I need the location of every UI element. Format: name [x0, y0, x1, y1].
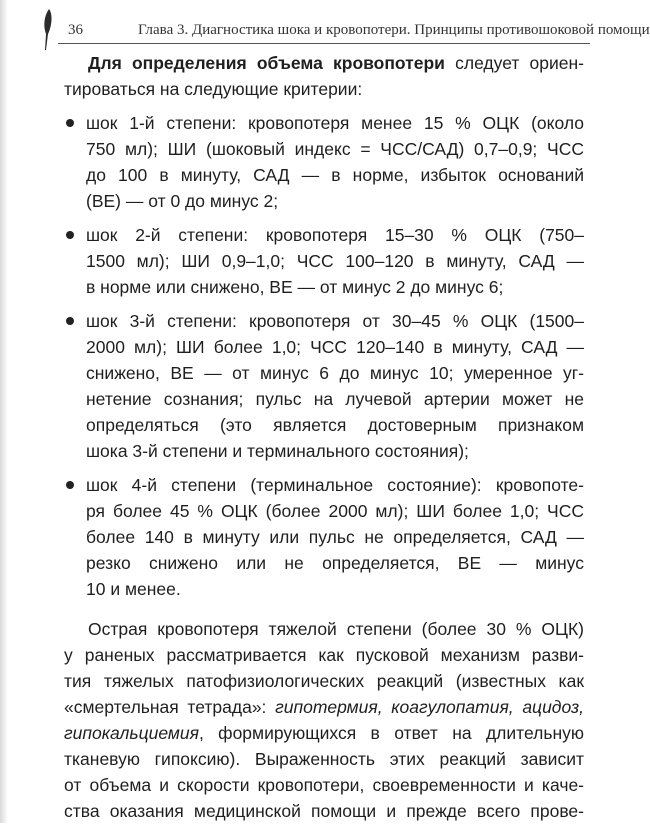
paragraph-line: Острая кровопотеря тяжелой степени (более 30 % ОЦК)	[88, 619, 584, 639]
running-header	[40, 18, 650, 44]
list-item-line: резко снижено или не определяется, ВЕ — минус	[86, 553, 584, 573]
paragraph-line: от объема и скорости кровопотери, своевременности и каче-	[64, 775, 584, 795]
list-item-line: 10 и менее.	[86, 579, 181, 599]
list-item-line: 1500 мл); ШИ 0,9–1,0; ЧСС 100–120 в минуту, САД —	[86, 251, 584, 271]
quill-logo-icon	[40, 8, 54, 52]
intro-line-2: тироваться на следующие критерии:	[64, 79, 363, 99]
list-item-line: ря более 45 % ОЦК (более 2000 мл); ШИ более 1,0; ЧСС	[86, 501, 584, 521]
list-item	[64, 472, 584, 602]
header-rule	[58, 43, 590, 44]
criteria-list	[64, 110, 584, 602]
paragraph-line: ства оказания медицинской помощи и прежде всего прове-	[64, 801, 584, 821]
paragraph-text: «смертельная тетрада»:	[64, 697, 276, 717]
running-title: Глава 3. Диагностика шока и кровопотери. Принципы противошоковой помощи	[138, 22, 650, 38]
paragraph-line: тия тяжелых патофизиологических реакций (известных как	[64, 671, 584, 691]
list-item-line: 750 мл); ШИ (шоковый индекс = ЧСС/САД) 0,7–0,9; ЧСС	[86, 139, 584, 159]
list-item-line: 2000 мл); ШИ более 1,0; ЧСС 120–140 в минуту, САД —	[86, 337, 584, 357]
list-item-line: шок 3-й степени: кровопотеря от 30–45 % ОЦК (1500–	[86, 311, 584, 331]
list-item-line: шок 1-й степени: кровопотеря менее 15 % ОЦК (около	[86, 113, 584, 133]
list-item	[64, 222, 584, 300]
list-item-line: шок 4-й степени (терминальное состояние): кровопоте-	[86, 475, 584, 495]
paragraph-text: , формирующихся в ответ на длительную	[198, 723, 584, 743]
list-item-line: в норме или снижено, ВЕ — от минус 2 до минус 6;	[86, 277, 504, 297]
intro-bold-lead: Для определения объема кровопотери	[88, 53, 445, 73]
paragraph-line	[64, 720, 584, 746]
page-number: 36	[68, 22, 83, 38]
paragraph-line	[64, 694, 584, 720]
intro-line-1	[88, 50, 584, 76]
list-item	[64, 110, 584, 214]
intro-line-1-rest: следует ориен-	[444, 53, 585, 73]
paragraph-italic-term: гипокальциемия	[64, 723, 199, 743]
list-item-line: определяться (это является достоверным признаком	[86, 415, 584, 435]
bullet-icon	[66, 119, 74, 127]
main-text	[64, 50, 584, 824]
body-paragraph	[64, 616, 584, 824]
list-item-line: (ВЕ) — от 0 до минус 2;	[86, 191, 279, 211]
list-item-line: нетение сознания; пульс на лучевой артерии может не	[86, 389, 584, 409]
list-item-line: до 100 в минуту, САД — в норме, избыток оснований	[86, 165, 584, 185]
list-item-line: более 140 в минуту или пульс не определяется, САД —	[86, 527, 584, 547]
list-item-line: снижено, ВЕ — от минус 6 до минус 10; умеренное уг-	[86, 363, 584, 383]
list-item-line: шок 2-й степени: кровопотеря 15–30 % ОЦК (750–	[86, 225, 584, 245]
paragraph-italic-term: гипотермия, коагулопатия, ацидоз,	[275, 697, 585, 717]
paragraph-line: тканевую гипоксию). Выраженность этих реакций зависит	[64, 749, 584, 769]
page-spine-shadow	[0, 0, 8, 823]
bullet-icon	[66, 231, 74, 239]
list-item-line: шока 3-й степени и терминального состояния);	[86, 441, 469, 461]
paragraph-line: у раненых рассматривается как пусковой механизм разви-	[64, 645, 584, 665]
list-item	[64, 308, 584, 464]
bullet-icon	[66, 317, 74, 325]
bullet-icon	[66, 481, 74, 489]
